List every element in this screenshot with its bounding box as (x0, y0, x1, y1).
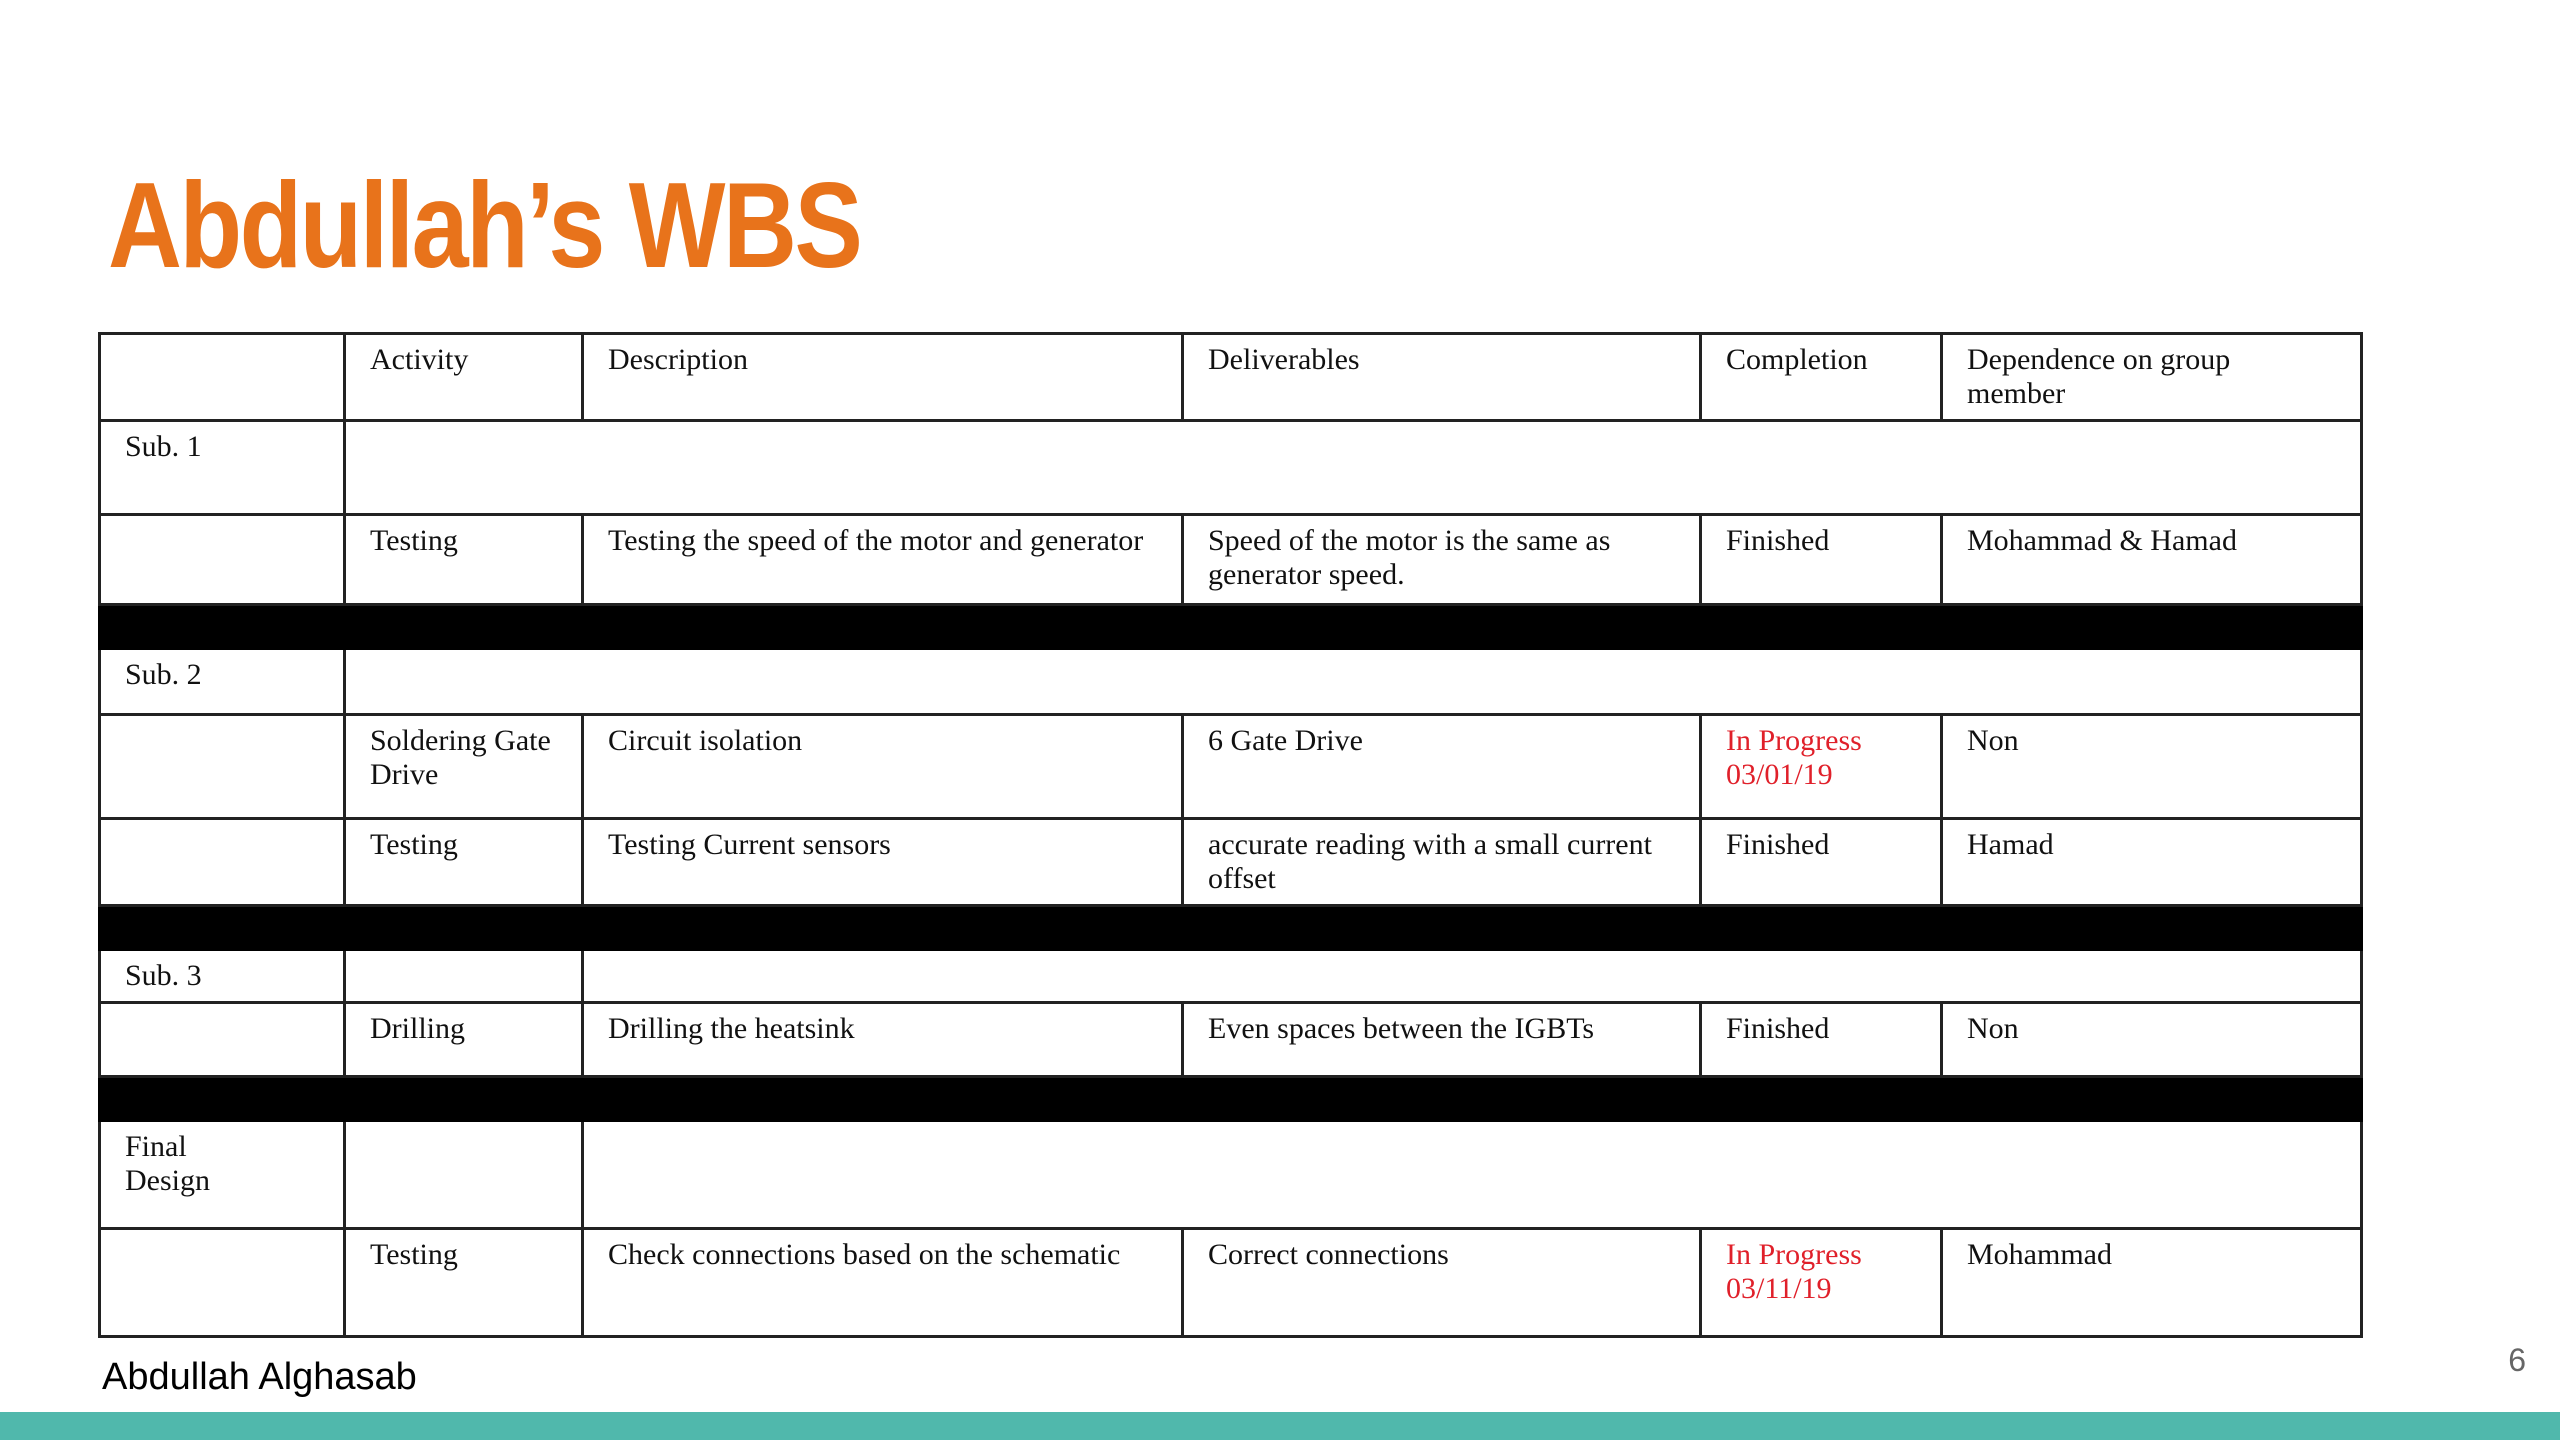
bottom-accent-bar (0, 1412, 2560, 1440)
deliverables-cell: Speed of the motor is the same as generator speed. (1183, 515, 1701, 605)
activity-cell: Soldering Gate Drive (345, 715, 583, 819)
activity-cell: Drilling (345, 1003, 583, 1077)
sub-empty-cell (345, 649, 2362, 715)
completion-cell (1701, 1003, 1942, 1077)
deliverables-cell: 6 Gate Drive (1183, 715, 1701, 819)
description-cell: Drilling the heatsink (583, 1003, 1183, 1077)
sub-row (100, 1121, 2362, 1229)
sub-label: Sub. 3 (100, 950, 345, 1003)
header-completion: Completion (1701, 334, 1942, 421)
separator-bar (100, 1077, 2362, 1121)
completion-status: In Progress (1726, 724, 1862, 757)
activity-cell: Testing (345, 1229, 583, 1337)
empty-cell (100, 1229, 345, 1337)
separator-row (100, 605, 2362, 649)
sub-empty-cell (345, 1121, 583, 1229)
dependence-cell: Mohammad & Hamad (1942, 515, 2362, 605)
empty-cell (100, 1003, 345, 1077)
sub-label: Sub. 1 (100, 421, 345, 515)
header-deliverables: Deliverables (1183, 334, 1701, 421)
separator-row (100, 1077, 2362, 1121)
completion-status: Finished (1726, 524, 1830, 557)
description-cell: Testing Current sensors (583, 819, 1183, 906)
separator-row (100, 906, 2362, 950)
header-blank (100, 334, 345, 421)
completion-cell (1701, 819, 1942, 906)
page-number: 6 (2508, 1342, 2526, 1378)
completion-status: In Progress (1726, 1238, 1862, 1271)
dependence-cell: Hamad (1942, 819, 2362, 906)
sub-row (100, 649, 2362, 715)
completion-status: Finished (1726, 1012, 1830, 1045)
footer-author: Abdullah Alghasab (102, 1356, 417, 1398)
table-row (100, 1229, 2362, 1337)
separator-bar (100, 906, 2362, 950)
completion-cell (1701, 515, 1942, 605)
sub-row (100, 950, 2362, 1003)
table-header-row (100, 334, 2362, 421)
completion-date: 03/01/19 (1726, 758, 1833, 791)
header-activity: Activity (345, 334, 583, 421)
sub-empty-cell (583, 1121, 2362, 1229)
empty-cell (100, 515, 345, 605)
header-description: Description (583, 334, 1183, 421)
completion-cell (1701, 1229, 1942, 1337)
sub-label: Sub. 2 (100, 649, 345, 715)
deliverables-cell: Even spaces between the IGBTs (1183, 1003, 1701, 1077)
description-cell: Testing the speed of the motor and generator (583, 515, 1183, 605)
wbs-table (98, 332, 2363, 1338)
sub-empty-cell (345, 421, 2362, 515)
table-row (100, 515, 2362, 605)
completion-status: Finished (1726, 828, 1830, 861)
description-cell: Circuit isolation (583, 715, 1183, 819)
sub-label-text: Final Design (125, 1130, 210, 1197)
slide-title: Abdullah’s WBS (108, 157, 861, 293)
dependence-cell: Mohammad (1942, 1229, 2362, 1337)
table-row (100, 1003, 2362, 1077)
sub-label (100, 1121, 345, 1229)
sub-row (100, 421, 2362, 515)
empty-cell (100, 819, 345, 906)
table-row (100, 715, 2362, 819)
separator-bar (100, 605, 2362, 649)
activity-cell: Testing (345, 819, 583, 906)
empty-cell (100, 715, 345, 819)
header-dependence: Dependence on group member (1942, 334, 2362, 421)
table-row (100, 819, 2362, 906)
completion-date: 03/11/19 (1726, 1272, 1832, 1305)
sub-empty-cell (345, 950, 583, 1003)
deliverables-cell: Correct connections (1183, 1229, 1701, 1337)
deliverables-cell: accurate reading with a small current offset (1183, 819, 1701, 906)
dependence-cell: Non (1942, 715, 2362, 819)
activity-cell: Testing (345, 515, 583, 605)
completion-cell (1701, 715, 1942, 819)
description-cell: Check connections based on the schematic (583, 1229, 1183, 1337)
dependence-cell: Non (1942, 1003, 2362, 1077)
sub-empty-cell (583, 950, 2362, 1003)
